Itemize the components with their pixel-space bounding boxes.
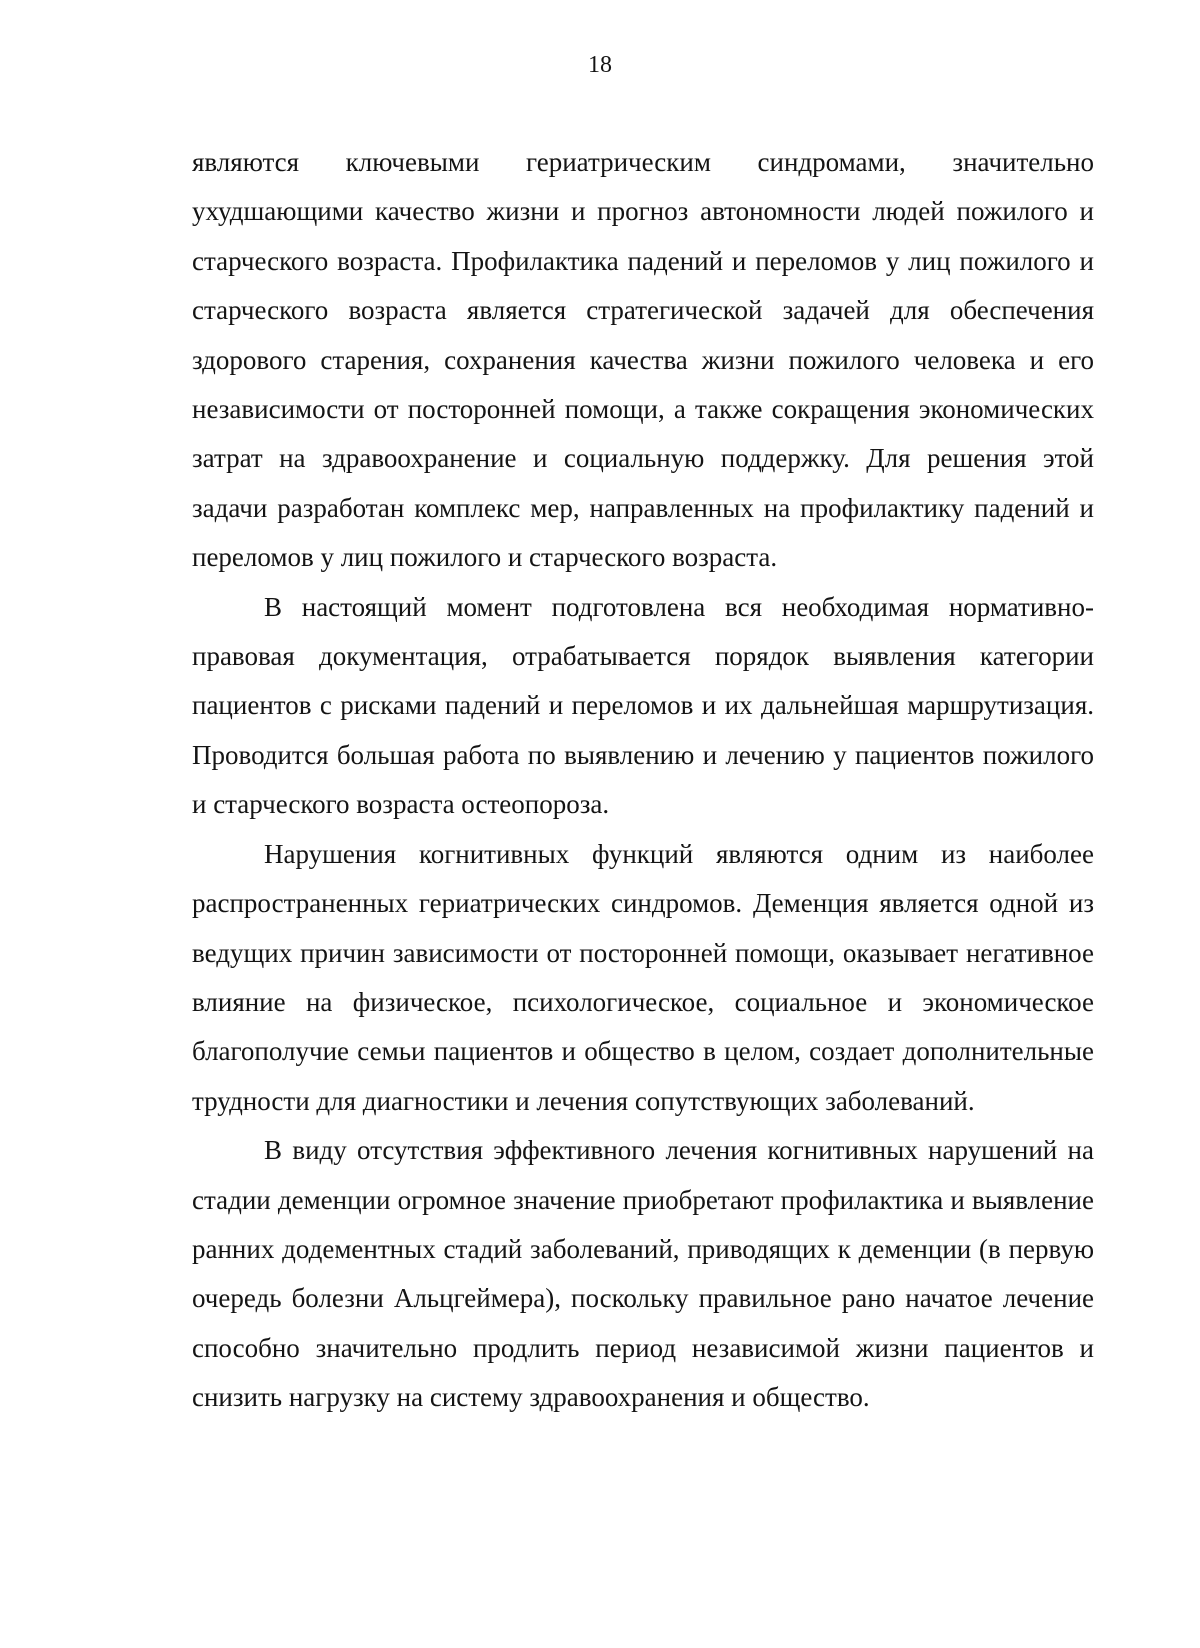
- paragraph-dementia-prevention: В виду отсутствия эффективного лечения когнитивных нарушений на стадии деменции огромное значение приобретают профилактика и выявление ранних додементных стадий заболеваний, приводящих к деменции (в первую очередь болезни Альцгеймера), поскольку правильное рано начатое лечение способно значительно продлить период независимой жизни пациентов и снизить нагрузку на систему здравоохранения и общество.: [192, 1135, 1094, 1413]
- paragraph-cognitive-disorders: Нарушения когнитивных функций являются одним из наиболее распространенных гериатрических синдромов. Деменция является одной из ведущих причин зависимости от посторонней помощи, оказывает негативное влияние на физическое, психологическое, социальное и экономическое благополучие семьи пациентов и общество в целом, создает дополнительные трудности для диагностики и лечения сопутствующих заболеваний.: [192, 838, 1094, 1116]
- paragraph-regulatory-documentation: В настоящий момент подготовлена вся необходимая нормативно-правовая документация, отрабатывается порядок выявления категории пациентов с рисками падений и переломов и их дальнейшая маршрутизация. Проводится большая работа по выявлению и лечению у пациентов пожилого и старческого возраста остеопороза.: [192, 591, 1094, 820]
- body-text: [192, 138, 1094, 1423]
- paragraph-falls-prevention: являются ключевыми гериатрическим синдромами, значительно ухудшающими качество жизни и прогноз автономности людей пожилого и старческого возраста. Профилактика падений и переломов у лиц пожилого и старческого возраста является стратегической задачей для обеспечения здорового старения, сохранения качества жизни пожилого человека и его независимости от посторонней помощи, а также сокращения экономических затрат на здравоохранение и социальную поддержку. Для решения этой задачи разработан комплекс мер, направленных на профилактику падений и переломов у лиц пожилого и старческого возраста.: [192, 147, 1094, 573]
- page-number: 18: [588, 52, 612, 78]
